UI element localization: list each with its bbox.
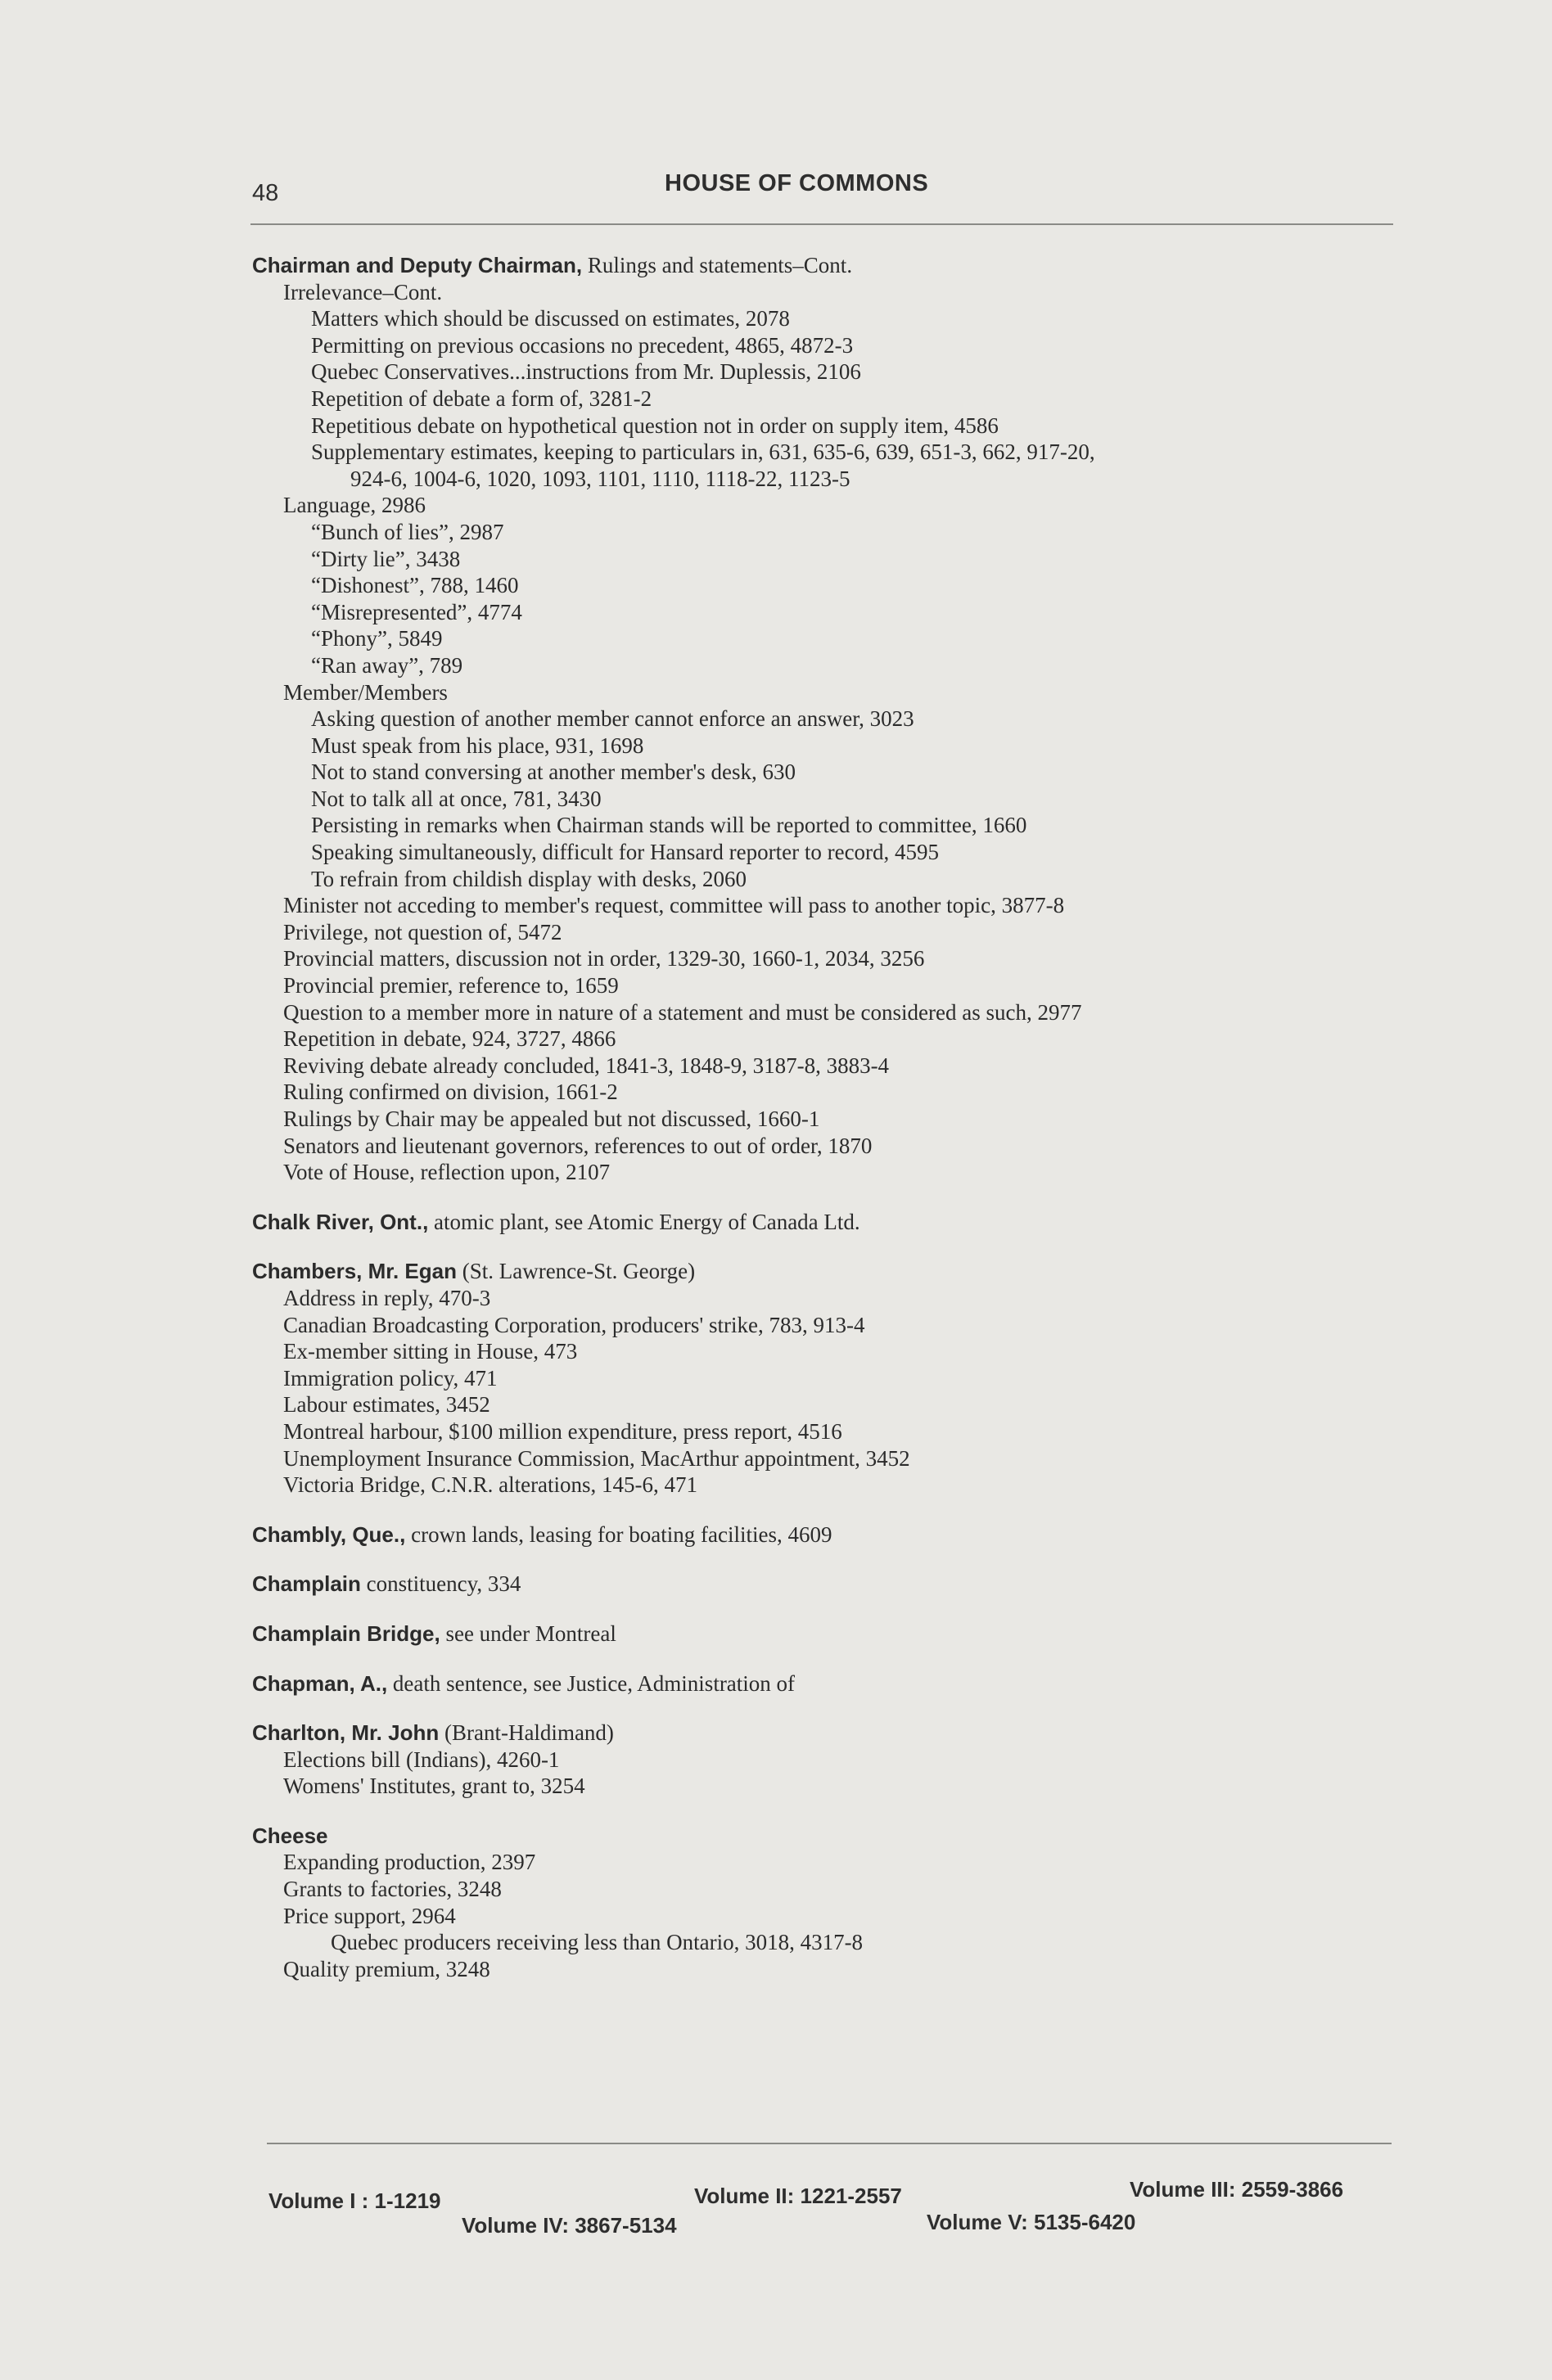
entry-text: Irrelevance–Cont. bbox=[283, 279, 443, 304]
index-subentry bbox=[283, 1133, 1398, 1160]
entry-text: Elections bill (Indians), 4260-1 bbox=[283, 1747, 560, 1772]
entry-text: 924-6, 1004-6, 1020, 1093, 1101, 1110, 1118-22, 1123-5 bbox=[350, 466, 850, 491]
index-subentry bbox=[311, 812, 1398, 839]
entry-text: Rulings and statements–Cont. bbox=[582, 253, 853, 277]
entry-text: Victoria Bridge, C.N.R. alterations, 145-6, 471 bbox=[283, 1472, 698, 1498]
entry-gap bbox=[252, 1186, 1398, 1209]
entry-text: Repetitious debate on hypothetical question not in order on supply item, 4586 bbox=[311, 412, 999, 438]
entry-text: Provincial premier, reference to, 1659 bbox=[283, 973, 619, 998]
entry-gap bbox=[252, 1499, 1398, 1521]
entry-text: Unemployment Insurance Commission, MacArthur appointment, 3452 bbox=[283, 1445, 910, 1471]
volume-1-range: Volume I : 1-1219 bbox=[268, 2188, 441, 2213]
page-header bbox=[252, 170, 1390, 206]
index-heading bbox=[252, 1823, 1398, 1850]
footer-rule bbox=[267, 2143, 1392, 2144]
entry-text: Reviving debate already concluded, 1841-3, 1848-9, 3187-8, 3883-4 bbox=[283, 1053, 890, 1078]
index-subentry bbox=[283, 945, 1398, 972]
entry-text: Permitting on previous occasions no precedent, 4865, 4872-3 bbox=[311, 332, 854, 358]
entry-text: Must speak from his place, 931, 1698 bbox=[311, 732, 644, 758]
index-subentry bbox=[311, 385, 1398, 412]
heading-name: Chairman and Deputy Chairman, bbox=[252, 253, 583, 277]
index-subentry bbox=[311, 358, 1398, 385]
index-heading bbox=[252, 1571, 1398, 1598]
index-heading bbox=[252, 1720, 1398, 1747]
entry-text: Not to stand conversing at another member's desk, 630 bbox=[311, 760, 796, 785]
heading-name: Chapman, A., bbox=[252, 1670, 388, 1696]
index-heading bbox=[252, 1620, 1398, 1648]
entry-text: atomic plant, see Atomic Energy of Canada Ltd. bbox=[428, 1209, 860, 1234]
entry-text: constituency, 334 bbox=[360, 1571, 521, 1597]
index-subentry bbox=[283, 1285, 1398, 1312]
index-subentry bbox=[311, 572, 1398, 599]
index-heading bbox=[252, 252, 1398, 279]
index-subentry bbox=[283, 1445, 1398, 1472]
entry-text: “Bunch of lies”, 2987 bbox=[311, 519, 504, 544]
entry-text: Matters which should be discussed on estimates, 2078 bbox=[311, 306, 790, 331]
entry-gap bbox=[252, 1800, 1398, 1823]
entry-text: Question to a member more in nature of a statement and must be considered as such, 2977 bbox=[283, 999, 1082, 1025]
entry-text: Asking question of another member cannot enforce an answer, 3023 bbox=[311, 706, 914, 732]
index-subentry bbox=[283, 919, 1398, 946]
entry-gap bbox=[252, 1598, 1398, 1620]
entry-text: “Dirty lie”, 3438 bbox=[311, 546, 461, 571]
index-subentry bbox=[311, 519, 1398, 546]
index-subentry bbox=[311, 332, 1398, 359]
index-subentry bbox=[311, 759, 1398, 786]
entry-text: Price support, 2964 bbox=[283, 1903, 456, 1928]
index-subentry bbox=[283, 1903, 1398, 1930]
index-subentry bbox=[311, 652, 1398, 679]
entry-text: Persisting in remarks when Chairman stands will be reported to committee, 1660 bbox=[311, 813, 1027, 838]
entry-text: Repetition of debate a form of, 3281-2 bbox=[311, 385, 652, 411]
entry-text: Quebec Conservatives...instructions from Mr. Duplessis, 2106 bbox=[311, 359, 861, 385]
index-subentry bbox=[283, 1773, 1398, 1800]
index-subentry bbox=[311, 625, 1398, 652]
entry-text: Speaking simultaneously, difficult for Hansard reporter to record, 4595 bbox=[311, 840, 940, 865]
heading-name: Chambly, Que., bbox=[252, 1521, 406, 1547]
volume-2-range: Volume II: 1221-2557 bbox=[694, 2184, 902, 2208]
header-rule bbox=[250, 223, 1393, 225]
entry-text: Language, 2986 bbox=[283, 493, 426, 518]
entry-text: Quality premium, 3248 bbox=[283, 1956, 490, 1981]
heading-name: Charlton, Mr. John bbox=[252, 1720, 440, 1746]
index-subentry bbox=[311, 866, 1398, 893]
index-subentry bbox=[283, 1106, 1398, 1133]
index-heading bbox=[252, 1521, 1398, 1548]
index-subentry bbox=[311, 305, 1398, 332]
entry-text: Labour estimates, 3452 bbox=[283, 1392, 490, 1418]
entry-text: Womens' Institutes, grant to, 3254 bbox=[283, 1774, 585, 1799]
volume-5-range: Volume V: 5135-6420 bbox=[927, 2210, 1136, 2234]
index-subentry bbox=[311, 412, 1398, 439]
index-subentry bbox=[311, 786, 1398, 813]
index-subentry bbox=[331, 1929, 1398, 1956]
volume-footer bbox=[268, 2177, 1393, 2259]
entry-gap bbox=[252, 1697, 1398, 1720]
volume-4-range: Volume IV: 3867-5134 bbox=[462, 2213, 677, 2238]
index-heading bbox=[252, 1209, 1398, 1236]
entry-text: crown lands, leasing for boating facilities, 4609 bbox=[405, 1521, 832, 1547]
entry-text: Immigration policy, 471 bbox=[283, 1365, 498, 1391]
index-subentry bbox=[283, 999, 1398, 1026]
entry-text: Expanding production, 2397 bbox=[283, 1850, 536, 1875]
index-subentry bbox=[283, 1312, 1398, 1339]
entry-text: To refrain from childish display with desks, 2060 bbox=[311, 866, 747, 891]
entry-text: Ruling confirmed on division, 1661-2 bbox=[283, 1080, 618, 1105]
entry-text: “Phony”, 5849 bbox=[311, 626, 443, 651]
entry-gap bbox=[252, 1235, 1398, 1258]
entry-text: Grants to factories, 3248 bbox=[283, 1877, 502, 1902]
index-subentry bbox=[283, 1338, 1398, 1365]
index-subentry bbox=[283, 892, 1398, 919]
entry-text: “Misrepresented”, 4774 bbox=[311, 599, 522, 624]
index-subentry bbox=[311, 439, 1398, 466]
heading-name: Champlain Bridge, bbox=[252, 1620, 440, 1646]
index-subentry bbox=[283, 1418, 1398, 1445]
index-subentry bbox=[283, 1159, 1398, 1186]
running-title: HOUSE OF COMMONS bbox=[665, 170, 929, 196]
entry-text: Ex-member sitting in House, 473 bbox=[283, 1339, 578, 1364]
index-subentry bbox=[283, 1472, 1398, 1499]
entry-text: (Brant-Haldimand) bbox=[439, 1720, 614, 1746]
index-subentry bbox=[283, 1956, 1398, 1983]
entry-text: Vote of House, reflection upon, 2107 bbox=[283, 1160, 611, 1185]
index-subentry bbox=[311, 705, 1398, 732]
entry-text: Montreal harbour, $100 million expenditure, press report, 4516 bbox=[283, 1418, 842, 1444]
index-subentry bbox=[283, 1849, 1398, 1876]
entry-text: Minister not acceding to member's request, committee will pass to another topic, 3877-8 bbox=[283, 893, 1065, 918]
entry-text: “Ran away”, 789 bbox=[311, 652, 463, 678]
entry-text: death sentence, see Justice, Administration of bbox=[387, 1670, 796, 1696]
entry-text: Rulings by Chair may be appealed but not discussed, 1660-1 bbox=[283, 1107, 820, 1131]
index-subentry bbox=[283, 1391, 1398, 1418]
index-subentry bbox=[311, 732, 1398, 760]
entry-text: Senators and lieutenant governors, references to out of order, 1870 bbox=[283, 1133, 873, 1158]
index-subentry bbox=[311, 546, 1398, 573]
entry-text: Canadian Broadcasting Corporation, producers' strike, 783, 913-4 bbox=[283, 1312, 865, 1337]
index-subentry bbox=[283, 492, 1398, 519]
index-subentry bbox=[283, 1365, 1398, 1392]
index-subentry bbox=[283, 1876, 1398, 1903]
entry-text: Not to talk all at once, 781, 3430 bbox=[311, 786, 602, 811]
index-subentry bbox=[283, 679, 1398, 706]
heading-name: Chalk River, Ont., bbox=[252, 1209, 429, 1234]
entry-text: Repetition in debate, 924, 3727, 4866 bbox=[283, 1026, 616, 1052]
index-subentry bbox=[311, 599, 1398, 626]
index-heading bbox=[252, 1258, 1398, 1285]
entry-text: see under Montreal bbox=[440, 1620, 616, 1646]
entry-text: “Dishonest”, 788, 1460 bbox=[311, 573, 519, 598]
entry-text: (St. Lawrence-St. George) bbox=[456, 1259, 696, 1284]
heading-name: Cheese bbox=[252, 1823, 328, 1848]
entry-gap bbox=[252, 1648, 1398, 1670]
entry-text: Privilege, not question of, 5472 bbox=[283, 919, 562, 944]
index-subentry bbox=[283, 1053, 1398, 1080]
entry-text: Provincial matters, discussion not in order, 1329-30, 1660-1, 2034, 3256 bbox=[283, 946, 925, 971]
index-subentry bbox=[283, 279, 1398, 306]
entry-text: Quebec producers receiving less than Ontario, 3018, 4317-8 bbox=[331, 1930, 864, 1955]
index-subentry bbox=[283, 972, 1398, 999]
entry-text: Member/Members bbox=[283, 679, 448, 705]
entry-gap bbox=[252, 1548, 1398, 1571]
index-subentry bbox=[283, 1747, 1398, 1774]
entry-text: Supplementary estimates, keeping to particulars in, 631, 635-6, 639, 651-3, 662, 917-20, bbox=[311, 439, 1095, 465]
heading-name: Champlain bbox=[252, 1571, 361, 1597]
heading-name: Chambers, Mr. Egan bbox=[252, 1259, 457, 1284]
index-subentry bbox=[350, 466, 1398, 493]
index-entries bbox=[252, 252, 1398, 1982]
page-number: 48 bbox=[252, 180, 279, 206]
entry-text: Address in reply, 470-3 bbox=[283, 1285, 491, 1310]
index-subentry bbox=[283, 1025, 1398, 1053]
index-subentry bbox=[283, 1079, 1398, 1106]
index-subentry bbox=[311, 839, 1398, 866]
volume-3-range: Volume III: 2559-3866 bbox=[1130, 2177, 1344, 2202]
index-heading bbox=[252, 1670, 1398, 1697]
